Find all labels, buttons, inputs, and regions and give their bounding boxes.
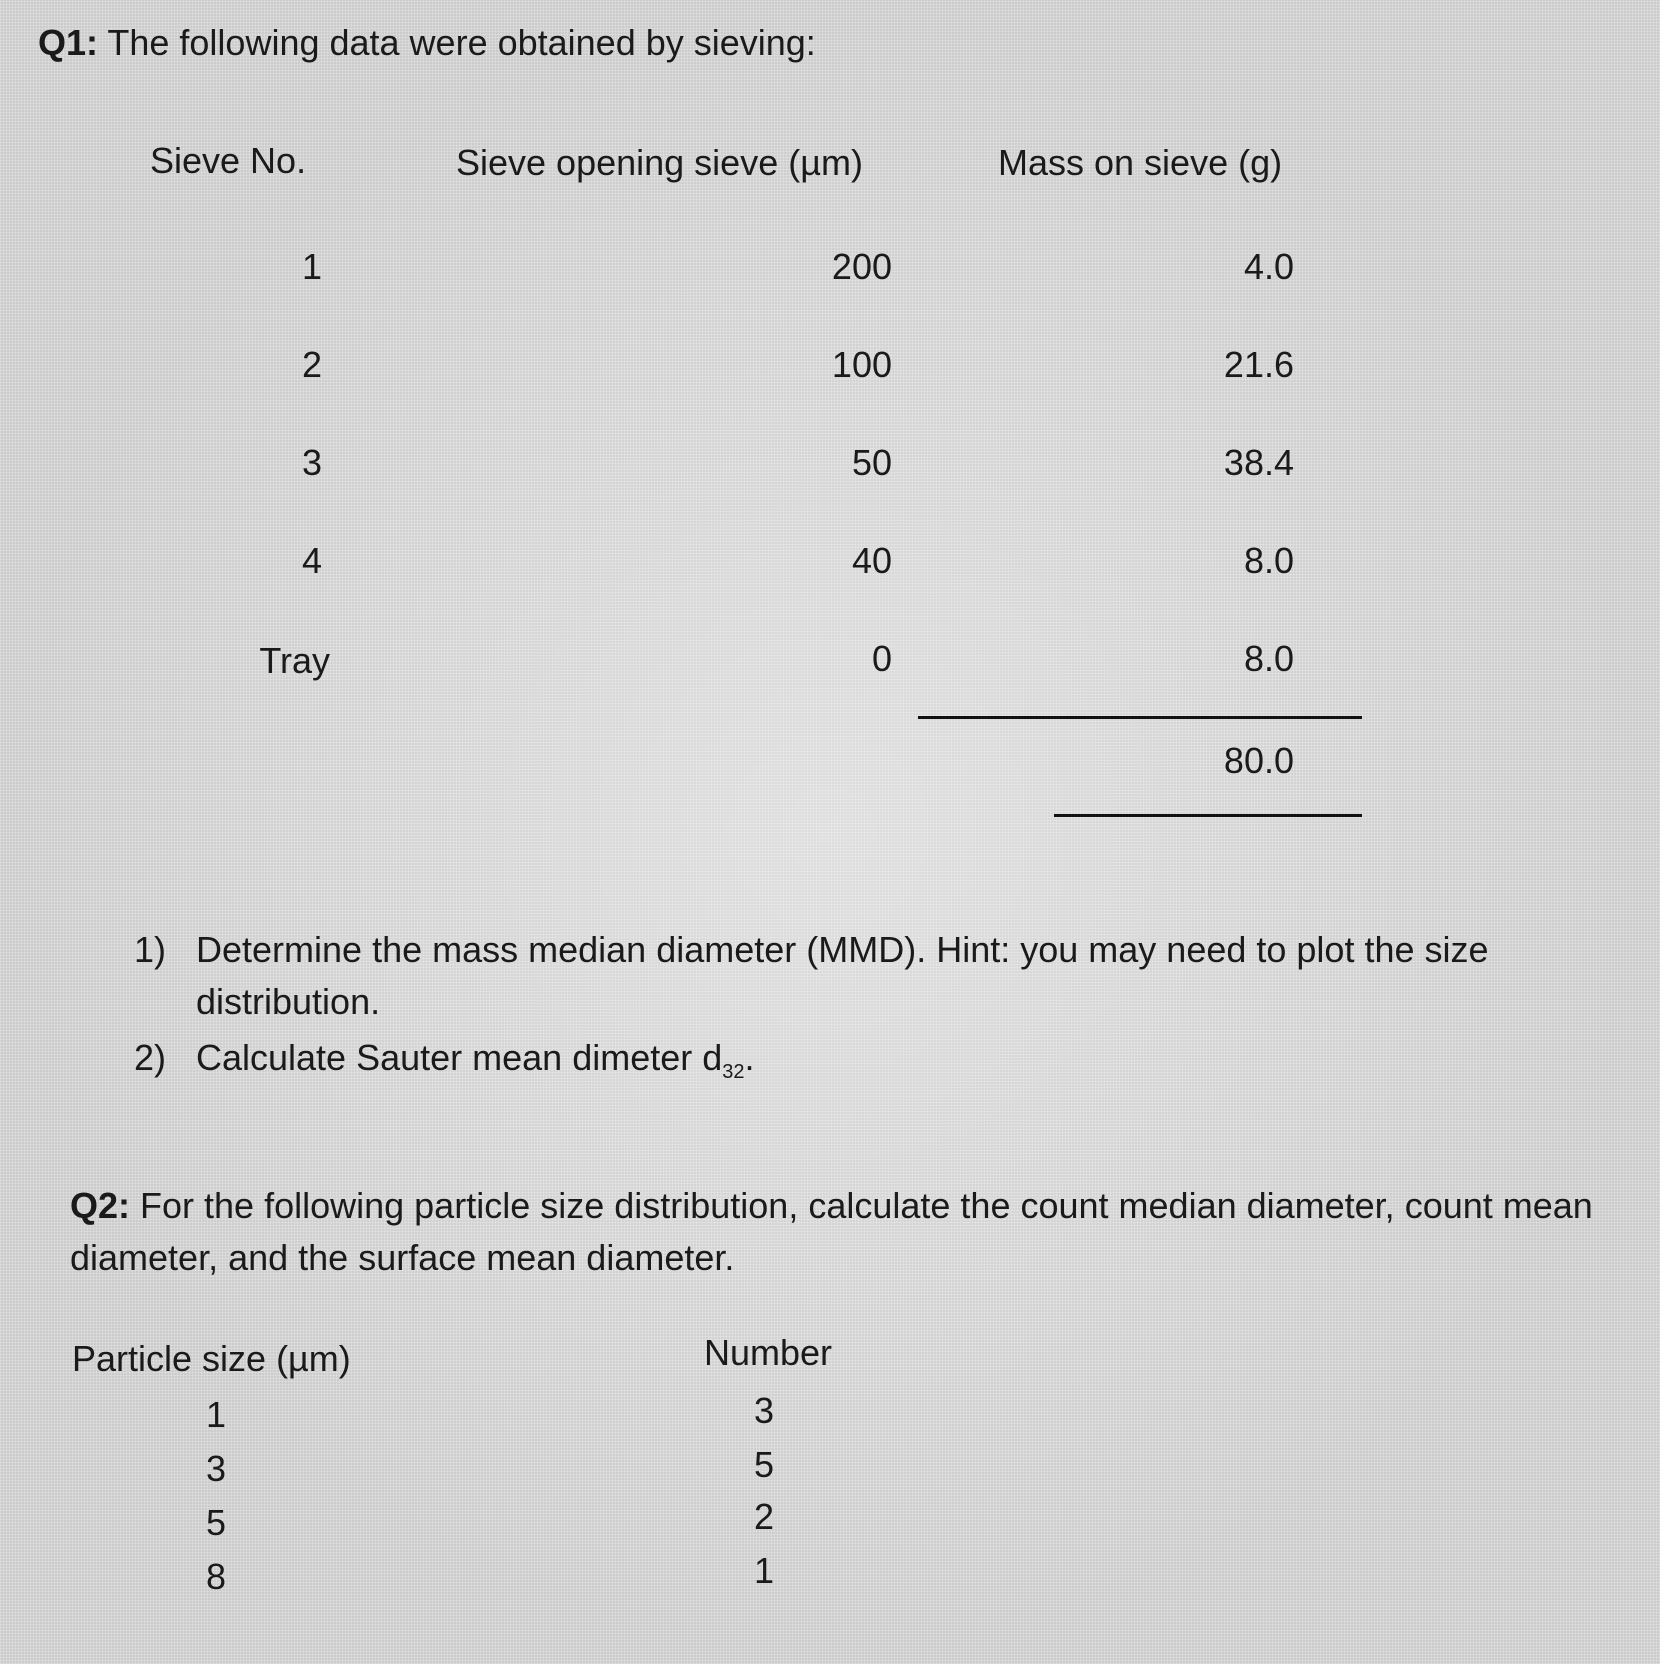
cell-mass: 21.6	[1223, 344, 1294, 385]
cell-size: 5	[205, 1502, 226, 1543]
cell-sieve-no: 4	[301, 540, 322, 581]
cell-sieve-no: 3	[301, 442, 322, 483]
task-number: 1)	[134, 929, 167, 970]
q1-heading	[38, 22, 816, 64]
q2-label: Q2:	[70, 1185, 131, 1226]
header-sieve-opening: Sieve opening sieve (µm)	[456, 142, 863, 183]
cell-size: 3	[205, 1448, 226, 1489]
header-mass-on-sieve: Mass on sieve (g)	[998, 142, 1283, 183]
header-number: Number	[704, 1332, 833, 1373]
cell-mass: 4.0	[1243, 246, 1294, 287]
cell-size: 1	[205, 1394, 226, 1435]
header-particle-size: Particle size (µm)	[72, 1338, 351, 1379]
q2-text: For the following particle size distribution, calculate the count median diameter, count mean diameter, and the surface mean diameter.	[70, 1185, 1593, 1278]
cell-mass: 8.0	[1243, 638, 1294, 679]
cell-opening: 0	[871, 638, 892, 679]
cell-opening: 40	[851, 540, 892, 581]
subscript: 32	[722, 1061, 745, 1084]
task-1	[134, 924, 1634, 1022]
total-rule-top	[918, 716, 1362, 719]
total-mass: 80.0	[1223, 740, 1294, 781]
cell-size: 8	[205, 1556, 226, 1597]
cell-sieve-no: 2	[301, 344, 322, 385]
q1-label: Q1:	[38, 22, 99, 63]
header-sieve-no: Sieve No.	[150, 140, 307, 181]
cell-opening: 200	[831, 246, 892, 287]
cell-mass: 38.4	[1223, 442, 1294, 483]
cell-number: 2	[753, 1496, 774, 1537]
cell-mass: 8.0	[1243, 540, 1294, 581]
cell-opening: 100	[831, 344, 892, 385]
cell-opening: 50	[851, 442, 892, 483]
task-2	[134, 1032, 1634, 1092]
task-number: 2)	[134, 1037, 167, 1078]
q2-heading	[70, 1180, 1630, 1284]
total-rule-bottom	[1054, 814, 1362, 817]
task-text: Calculate Sauter mean dimeter $d_{32}$.	[196, 1037, 755, 1084]
cell-sieve-no: Tray	[259, 640, 330, 681]
task-text: Determine the mass median diameter (MMD). Hint: you may need to plot the size distribution.	[196, 929, 1489, 1022]
cell-sieve-no: 1	[301, 246, 322, 287]
cell-number: 5	[753, 1444, 774, 1485]
cell-number: 1	[753, 1550, 774, 1591]
cell-number: 3	[753, 1390, 774, 1431]
q1-text: The following data were obtained by sieving:	[107, 22, 816, 63]
